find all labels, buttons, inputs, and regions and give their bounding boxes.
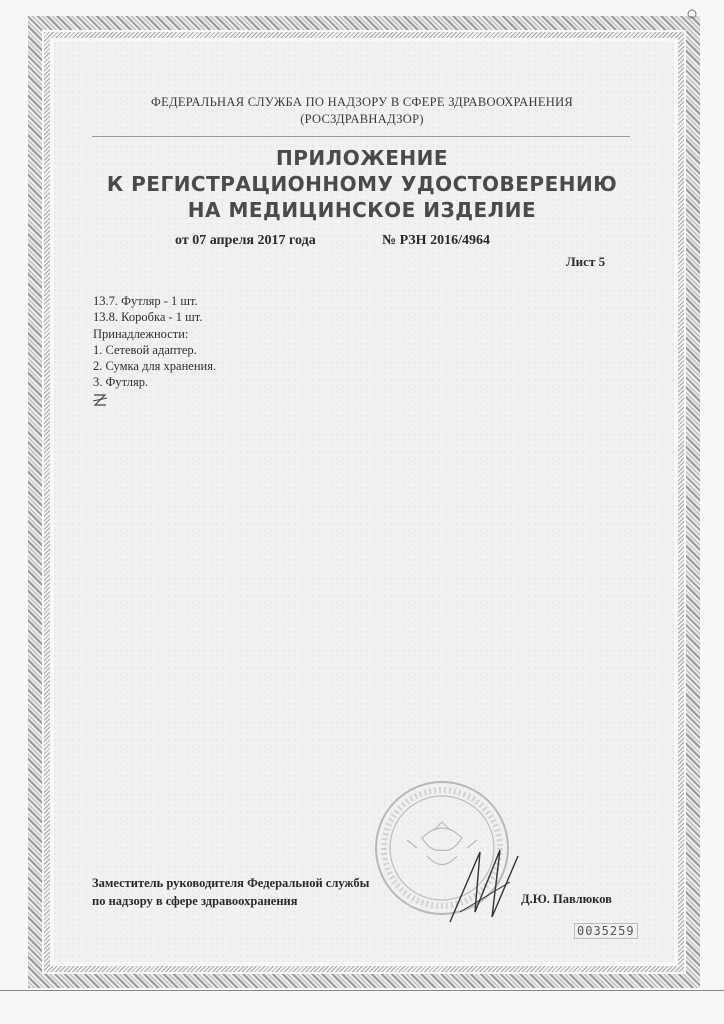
registration-number: № РЗН 2016/4964 — [382, 233, 490, 248]
list-item: 3. Футляр. — [93, 375, 149, 390]
signatory-name: Д.Ю. Павлюков — [521, 892, 612, 906]
document-title-line2: К РЕГИСТРАЦИОННОМУ УДОСТОВЕРЕНИЮ — [106, 172, 618, 196]
scan-edge-line — [0, 990, 724, 991]
end-mark-icon — [92, 392, 108, 408]
list-item: 13.8. Коробка - 1 шт. — [93, 310, 203, 325]
signatory-title-line1: Заместитель руководителя Федеральной службы — [92, 876, 370, 890]
agency-name: ФЕДЕРАЛЬНАЯ СЛУЖБА ПО НАДЗОРУ В СФЕРЕ ЗДРАВООХРАНЕНИЯ — [150, 95, 574, 109]
registration-date: от 07 апреля 2017 года — [175, 233, 316, 248]
content-list — [93, 293, 216, 391]
list-item: 1. Сетевой адаптер. — [93, 342, 197, 357]
signatory-title — [92, 874, 369, 910]
corner-hole-icon — [686, 8, 698, 20]
signature-icon — [440, 842, 530, 932]
list-item: 2. Сумка для хранения. — [93, 359, 217, 374]
header-divider — [92, 136, 630, 137]
document-title-line1: ПРИЛОЖЕНИЕ — [275, 146, 449, 170]
list-item: Принадлежности: — [93, 326, 189, 341]
signatory-title-line2: по надзору в сфере здравоохранения — [92, 894, 298, 908]
agency-abbreviation: (РОСЗДРАВНАДЗОР) — [300, 112, 424, 126]
form-serial-number: 0035259 — [574, 923, 638, 939]
list-item: 13.7. Футляр - 1 шт. — [93, 294, 198, 308]
sheet-number: Лист 5 — [566, 254, 606, 269]
document-title-line3: НА МЕДИЦИНСКОЕ ИЗДЕЛИЕ — [187, 198, 537, 222]
